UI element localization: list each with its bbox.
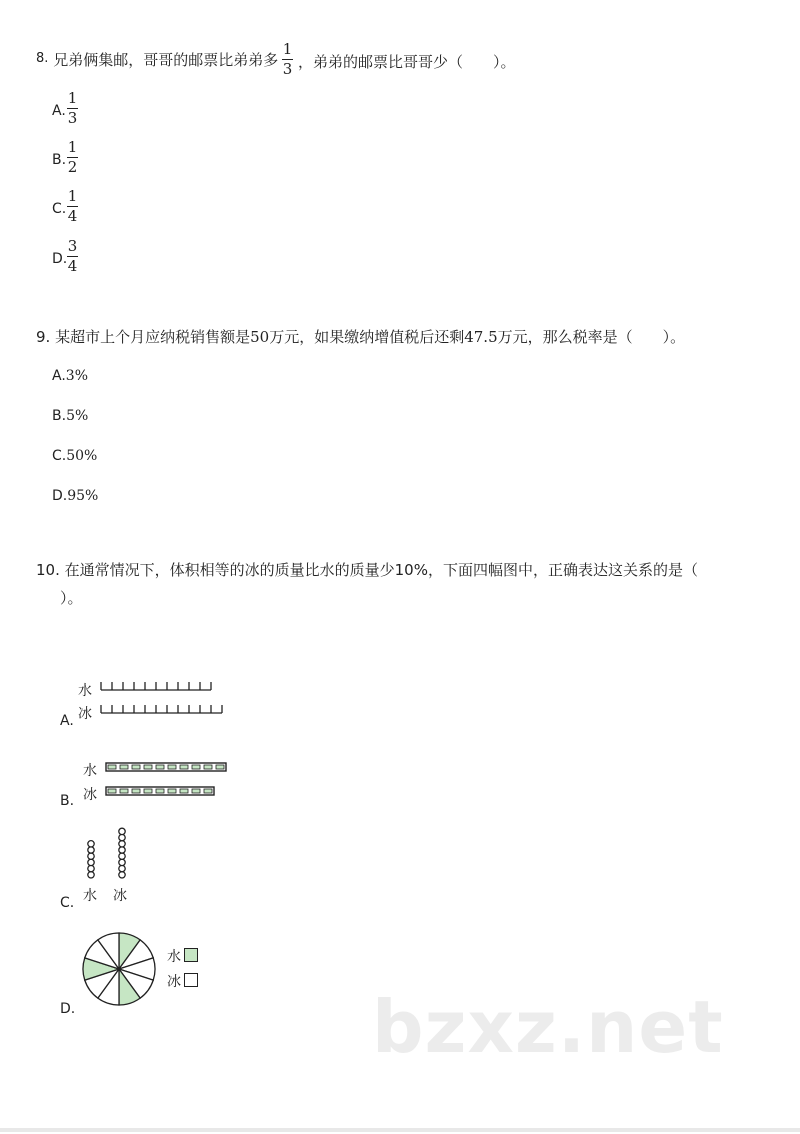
q10-b-water-bar [106,763,226,771]
q8-option-a[interactable] [52,102,66,120]
q10-a-water-scale [101,682,211,690]
option-letter: C. [52,201,67,217]
q9-number: 9. [36,328,51,346]
option-letter: B. [52,152,67,168]
q9-option-c[interactable]: C.50% [52,448,98,464]
q10-number: 10. [36,561,60,579]
q10-stem-line2: ）。 [60,589,83,607]
bar-segment [120,765,128,769]
bar-segment [108,765,116,769]
bar-segment [204,789,212,793]
q10-c-ice-label: 冰 [113,888,127,904]
q10-option-d-letter[interactable]: D. [60,1001,76,1017]
q10-c-water-label: 水 [83,888,97,904]
q10-stem-line1: 10. 在通常情况下，体积相等的冰的质量比水的质量少10%，下面四幅图中，正确表达这关系的是（ [36,561,698,579]
q10-b-water-label: 水 [83,763,97,779]
bar-segment [156,765,164,769]
page-bottom-divider [0,1128,800,1132]
q10-c-water-column [88,841,94,878]
q8-option-a-fraction: 1 3 [67,89,78,127]
stack-circle [119,841,125,847]
stack-circle [119,828,125,834]
stack-circle [88,872,94,878]
bar-segment [168,765,176,769]
stack-circle [88,865,94,871]
q10-option-b-letter[interactable]: B. [60,793,75,809]
bar-segment [108,789,116,793]
q10-d-legend-water-label: 水 [167,949,181,965]
bar-segment [132,765,140,769]
q10-a-ice-label: 冰 [78,706,92,722]
q10-c-ice-column [119,828,125,878]
q10-a-diagram [98,678,238,720]
bar-segment [180,765,188,769]
option-letter: D. [52,251,68,267]
q9-option-d[interactable]: D.95% [52,488,99,504]
stack-circle [119,847,125,853]
q8-stem-fraction: 1 3 [282,40,293,78]
q10-d-legend-ice-swatch [184,973,198,987]
stack-circle [88,847,94,853]
stack-circle [119,865,125,871]
q8-option-d-fraction: 3 4 [67,237,78,275]
q10-c-diagram [80,826,140,886]
q10-d-legend-ice-label: 冰 [167,974,181,990]
stack-circle [119,872,125,878]
q8-number: 8. [36,51,49,66]
q8-stem [36,50,278,72]
stack-circle [119,853,125,859]
q9-option-a[interactable]: A.3% [52,368,88,384]
q9-option-b[interactable]: B.5% [52,408,89,424]
q8-text-after: ，弟弟的邮票比哥哥少（ ）。 [298,53,516,71]
option-letter: A. [52,103,66,119]
q10-b-ice-bar [106,787,214,795]
bar-segment [132,789,140,793]
bar-segment [120,789,128,793]
q8-text-before: 兄弟俩集邮，哥哥的邮票比弟弟多 [53,51,279,69]
bar-segment [204,765,212,769]
q10-a-ice-scale [101,705,222,713]
q10-a-water-label: 水 [78,683,92,699]
q10-option-a-letter[interactable]: A. [60,713,74,729]
bar-segment [144,789,152,793]
bar-segment [168,789,176,793]
q10-b-ice-label: 冰 [83,787,97,803]
stack-circle [88,841,94,847]
q10-option-c-letter[interactable]: C. [60,895,75,911]
bar-segment [144,765,152,769]
bar-segment [156,789,164,793]
bar-segment [192,789,200,793]
q9-stem: 9. 某超市上个月应纳税销售额是50万元，如果缴纳增值税后还剩47.5万元，那么税率是（ ）。 [36,328,686,346]
q10-b-diagram [103,760,233,802]
bar-segment [180,789,188,793]
q8-option-b[interactable] [52,151,66,169]
stack-circle [88,853,94,859]
q10-d-legend-water-swatch [184,948,198,962]
stack-circle [119,859,125,865]
bar-segment [192,765,200,769]
q8-option-b-fraction: 1 2 [67,138,78,176]
q10-d-pie [80,930,160,1010]
watermark: bzxz.net [372,985,724,1069]
bar-segment [216,765,224,769]
q8-option-c[interactable] [52,200,66,218]
stack-circle [88,859,94,865]
stack-circle [119,834,125,840]
q8-option-c-fraction: 1 4 [67,187,78,225]
q8-option-d[interactable] [52,250,67,268]
